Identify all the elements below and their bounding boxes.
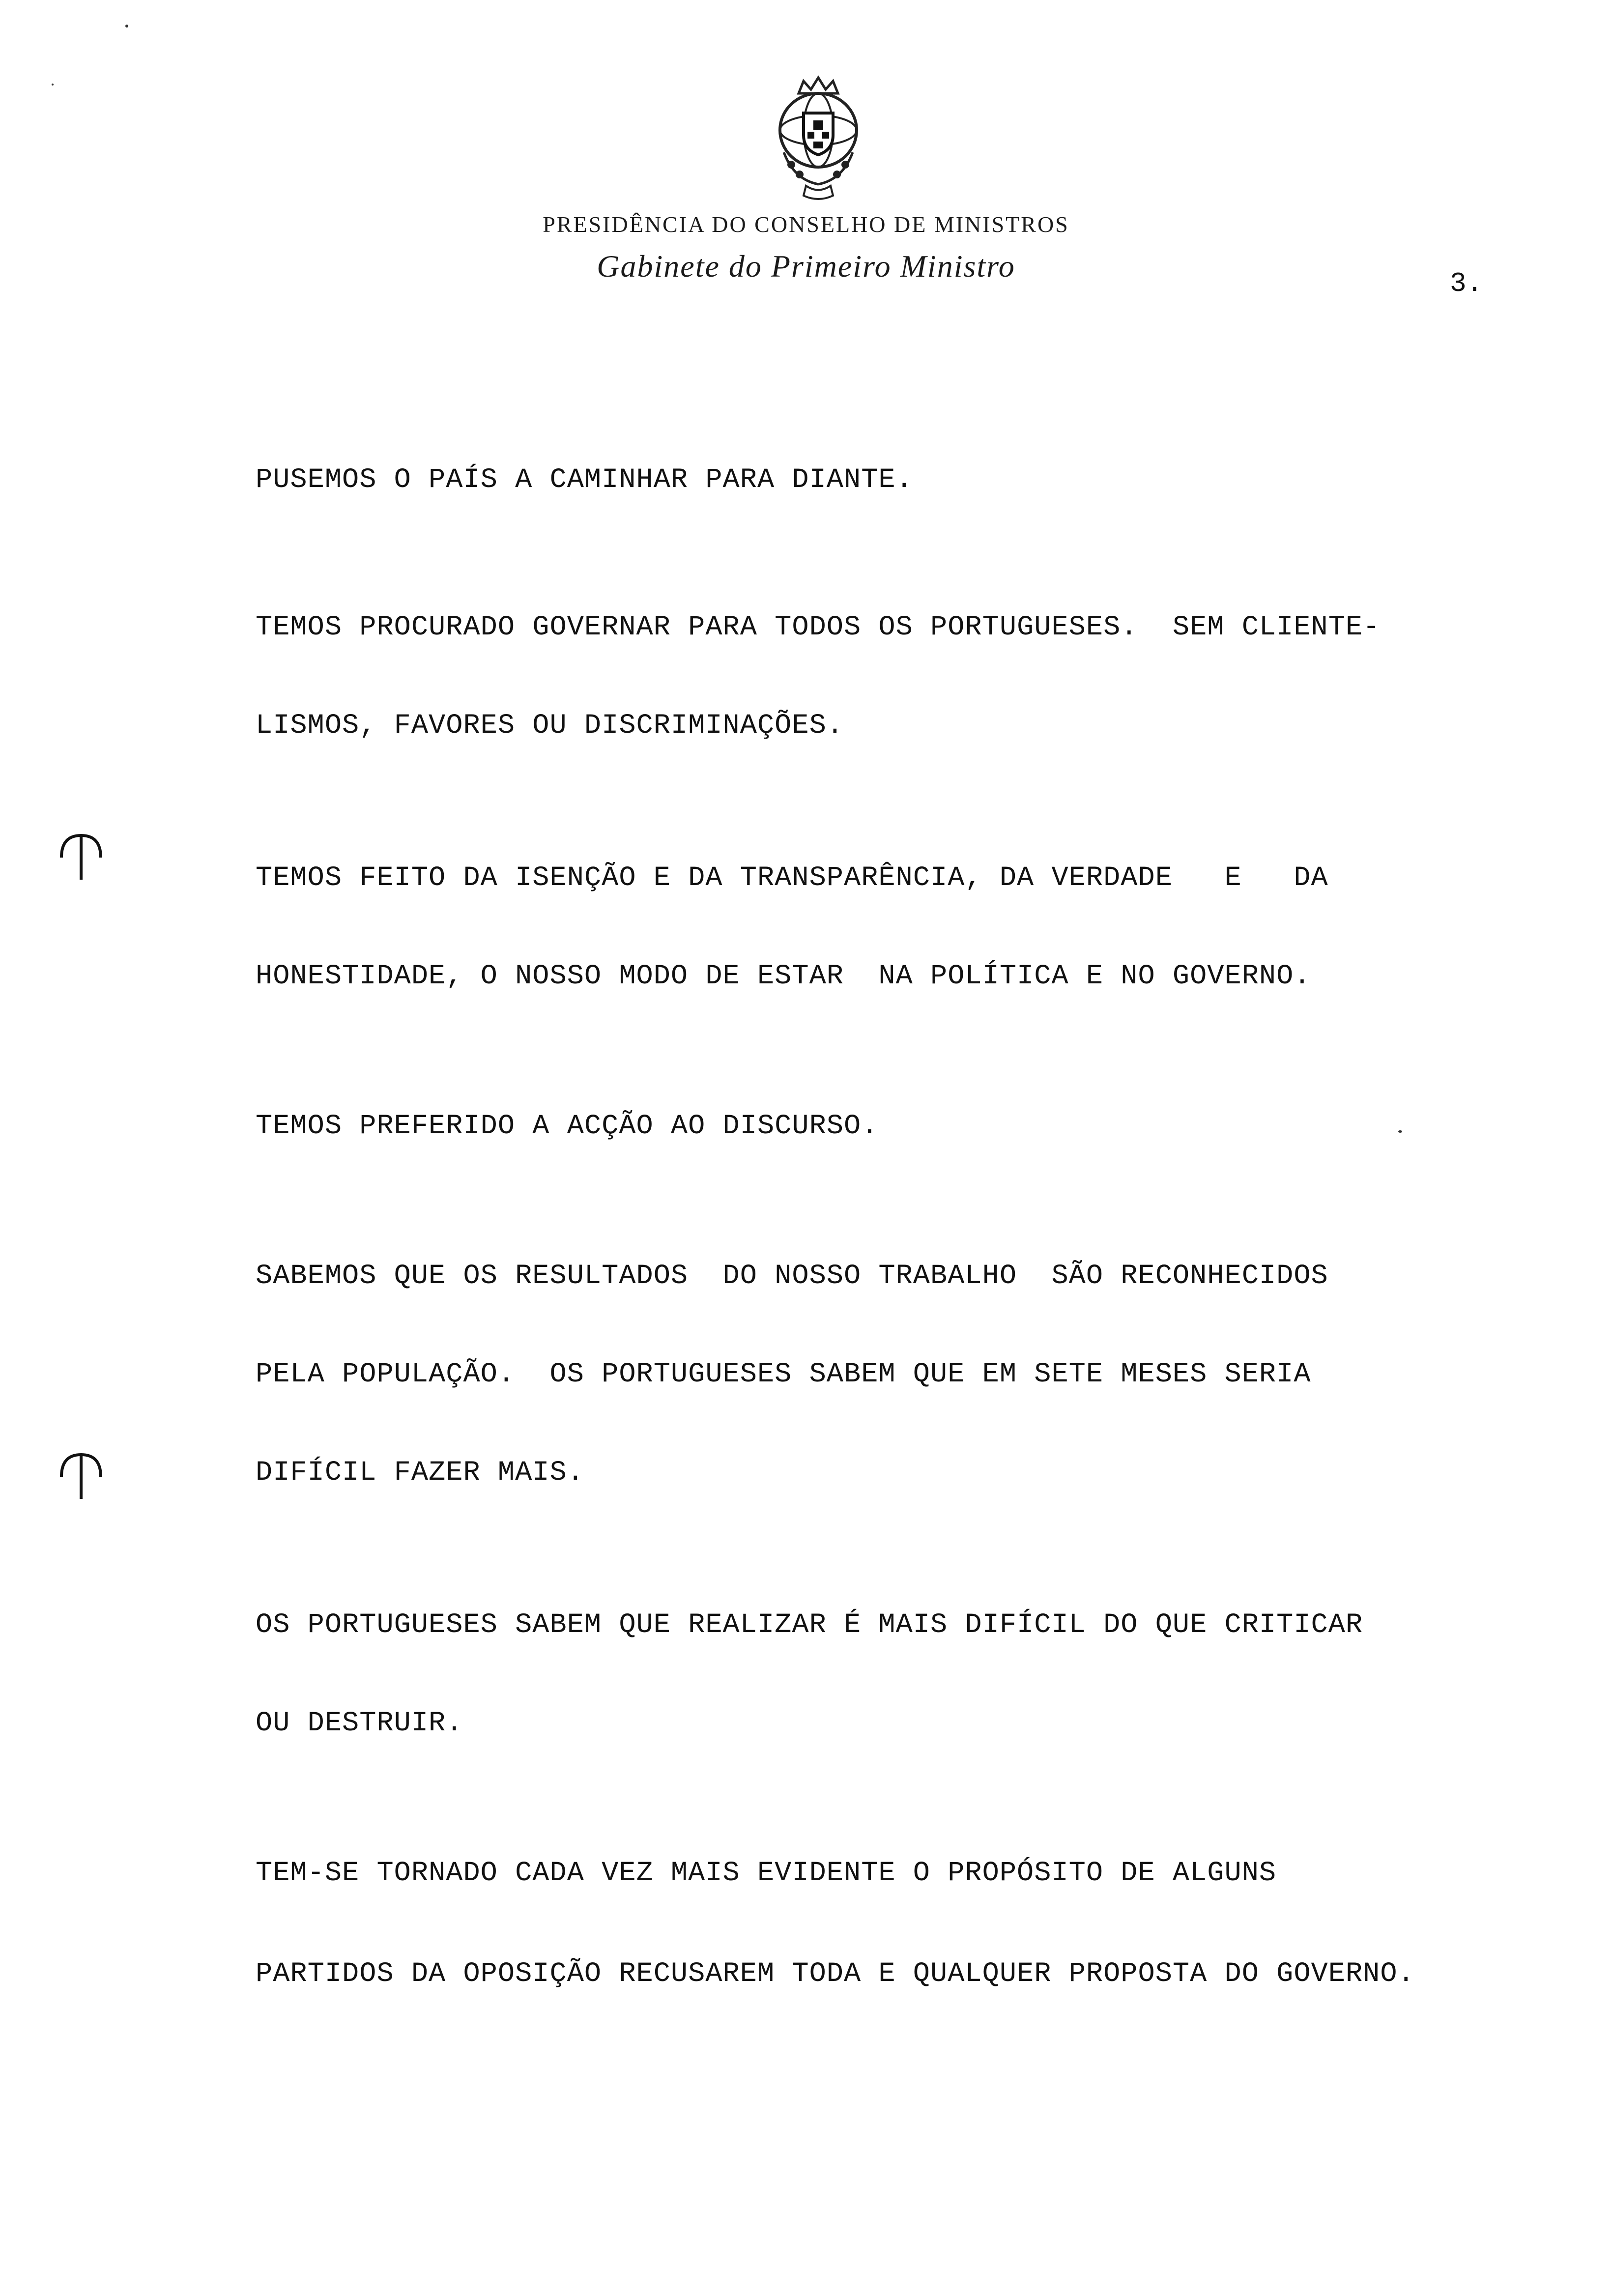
- body-line: HONESTIDADE, O NOSSO MODO DE ESTAR NA POLÍTICA E NO GOVERNO.: [256, 961, 1311, 992]
- body-line: PELA POPULAÇÃO. OS PORTUGUESES SABEM QUE EM SETE MESES SERIA: [256, 1359, 1311, 1390]
- body-line: TEMOS PROCURADO GOVERNAR PARA TODOS OS PORTUGUESES. SEM CLIENTE-: [256, 612, 1381, 643]
- body-line: TEMOS PREFERIDO A ACÇÃO AO DISCURSO.: [256, 1111, 879, 1142]
- body-line: TEMOS FEITO DA ISENÇÃO E DA TRANSPARÊNCIA, DA VERDADE E DA: [256, 862, 1328, 894]
- body-line: DIFÍCIL FAZER MAIS.: [256, 1457, 584, 1489]
- body-line: PUSEMOS O PAÍS A CAMINHAR PARA DIANTE.: [256, 464, 913, 496]
- coat-of-arms-icon: [764, 74, 872, 201]
- paragraph-mark-icon: [57, 1450, 106, 1504]
- body-line: SABEMOS QUE OS RESULTADOS DO NOSSO TRABALHO SÃO RECONHECIDOS: [256, 1261, 1328, 1292]
- body-line: TEM-SE TORNADO CADA VEZ MAIS EVIDENTE O PROPÓSITO DE ALGUNS: [256, 1858, 1277, 1889]
- body-line: OS PORTUGUESES SABEM QUE REALIZAR É MAIS DIFÍCIL DO QUE CRITICAR: [256, 1609, 1363, 1641]
- page-number: 3.: [1450, 268, 1483, 299]
- body-line: LISMOS, FAVORES OU DISCRIMINAÇÕES.: [256, 710, 844, 742]
- body-line: PARTIDOS DA OPOSIÇÃO RECUSAREM TODA E QUALQUER PROPOSTA DO GOVERNO.: [256, 1958, 1415, 1990]
- scan-speck: [52, 84, 54, 86]
- body-line: OU DESTRUIR.: [256, 1708, 463, 1739]
- scan-speck: [1398, 1130, 1402, 1133]
- paragraph-mark-icon: [57, 831, 106, 885]
- institution-heading: PRESIDÊNCIA DO CONSELHO DE MINISTROS: [543, 212, 1069, 237]
- scan-speck: [125, 25, 128, 28]
- office-subheading: Gabinete do Primeiro Ministro: [597, 249, 1015, 284]
